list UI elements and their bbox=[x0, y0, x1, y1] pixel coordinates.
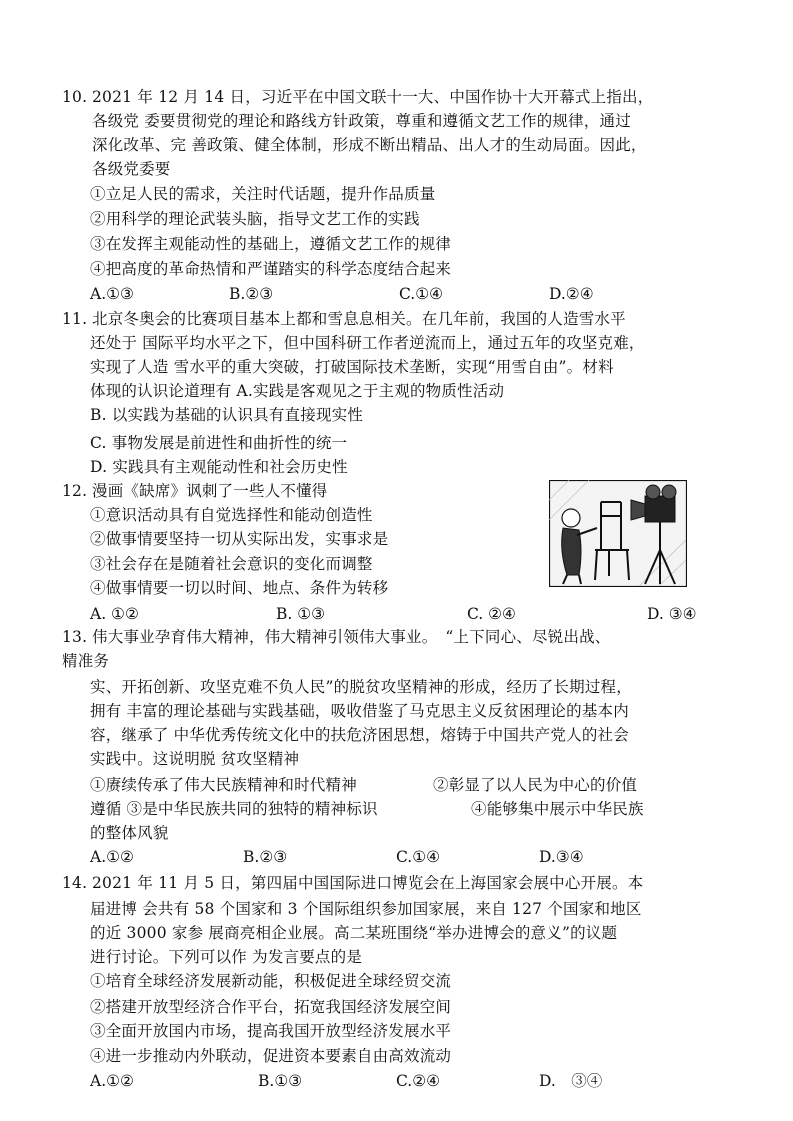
question-number: 13. bbox=[62, 628, 88, 646]
statement: ②搭建开放型经济合作平台，拓宽我国经济发展空间 bbox=[90, 998, 452, 1016]
option-c: C.①④ bbox=[399, 285, 444, 303]
option-a: A.①② bbox=[90, 1072, 134, 1090]
question-text: 实、开拓创新、攻坚克难不负人民”的脱贫攻坚精神的形成，经历了长期过程， bbox=[90, 678, 632, 696]
question-number: 12. bbox=[62, 482, 88, 500]
question-text: 实现了人造 雪水平的重大突破，打破国际技术垄断，实现“用雪自由”。材料 bbox=[90, 358, 614, 376]
statement: ②彰显了以人民为中心的价值 bbox=[433, 776, 638, 794]
question-text: 各级党 委要贯彻党的理论和路线方针政策，尊重和遵循文艺工作的规律，通过 bbox=[92, 112, 631, 130]
question-text: 拥有 丰富的理论基础与实践基础，吸收借鉴了马克思主义反贫困理论的基本内 bbox=[90, 702, 629, 720]
question-text: 北京冬奥会的比赛项目基本上都和雪息息相关。在几年前，我国的人造雪水平 bbox=[92, 310, 626, 328]
choice-d: D. 实践具有主观能动性和社会历史性 bbox=[90, 458, 348, 476]
option-a: A.①③ bbox=[90, 285, 134, 303]
statement: ①赓续传承了伟大民族精神和时代精神 bbox=[90, 776, 357, 794]
question-text: 进行讨论。下列可以作 为发言要点的是 bbox=[90, 948, 363, 966]
statement: ③社会存在是随着社会意识的变化而调整 bbox=[90, 555, 373, 573]
statement: 的整体风貌 bbox=[90, 824, 169, 842]
statement: ①意识活动具有自觉选择性和能动创造性 bbox=[90, 506, 373, 524]
option-a: A.①② bbox=[90, 848, 134, 866]
statement: ③全面开放国内市场，提高我国开放型经济发展水平 bbox=[90, 1022, 452, 1040]
statement: ④做事情要一切以时间、地点、条件为转移 bbox=[90, 579, 389, 597]
option-b: B. ①③ bbox=[276, 605, 326, 623]
option-b: B.②③ bbox=[229, 285, 274, 303]
option-d: D. ③④ bbox=[539, 1072, 603, 1090]
option-c: C.①④ bbox=[396, 848, 441, 866]
cartoon-absent-illustration bbox=[549, 480, 687, 587]
question-text: 漫画《缺席》讽刺了一些人不懂得 bbox=[92, 482, 328, 500]
question-number: 11. bbox=[62, 310, 88, 328]
option-d: D.②④ bbox=[549, 285, 594, 303]
statement: ④进一步推动内外联动，促进资本要素自由高效流动 bbox=[90, 1047, 452, 1065]
statement: ②做事情要坚持一切从实际出发，实事求是 bbox=[90, 530, 389, 548]
option-a: A. ①② bbox=[90, 605, 139, 623]
option-d: D.③④ bbox=[539, 848, 584, 866]
option-d: D. ③④ bbox=[647, 605, 697, 623]
question-text: 容，继承了 中华优秀传统文化中的扶危济困思想，熔铸于中国共产党人的社会 bbox=[90, 726, 629, 744]
question-number: 10. bbox=[62, 88, 88, 106]
statement: ③在发挥主观能动性的基础上，遵循文艺工作的规律 bbox=[90, 235, 452, 253]
choice-b: B. 以实践为基础的认识具有直接现实性 bbox=[90, 406, 364, 424]
statement: ④把高度的革命热情和严谨踏实的科学态度结合起来 bbox=[90, 260, 452, 278]
question-number: 14. bbox=[62, 874, 88, 892]
option-b: B.①③ bbox=[258, 1072, 303, 1090]
question-text: 届进博 会共有 58 个国家和 3 个国际组织参加国家展，来自 127 个国家和地区 bbox=[90, 900, 642, 918]
statement: ④能够集中展示中华民族 bbox=[471, 800, 644, 818]
question-text: 体现的认识论道理有 A.实践是客观见之于主观的物质性活动 bbox=[90, 382, 505, 400]
question-text: 2021 年 11 月 5 日，第四届中国国际进口博览会在上海国家会展中心开展。本 bbox=[92, 874, 644, 892]
question-text: 实践中。这说明脱 贫攻坚精神 bbox=[90, 750, 300, 768]
choice-c: C. 事物发展是前进性和曲折性的统一 bbox=[90, 434, 348, 452]
question-text: 各级党委要 bbox=[92, 160, 171, 178]
option-c: C.②④ bbox=[396, 1072, 441, 1090]
statement: ②用科学的理论武装头脑，指导文艺工作的实践 bbox=[90, 210, 420, 228]
question-text: 还处于 国际平均水平之下，但中国科研工作者逆流而上，通过五年的攻坚克难， bbox=[90, 334, 645, 352]
question-text: 深化改革、完 善政策、健全体制，形成不断出精品、出人才的生动局面。因此， bbox=[92, 136, 647, 154]
statement: ①立足人民的需求，关注时代话题，提升作品质量 bbox=[90, 185, 436, 203]
question-text: 的近 3000 家参 展商亮相企业展。高二某班围绕“举办进博会的意义”的议题 bbox=[90, 924, 618, 942]
option-c: C. ②④ bbox=[467, 605, 516, 623]
statement: ①培育全球经济发展新动能，积极促进全球经贸交流 bbox=[90, 972, 452, 990]
question-text: 2021 年 12 月 14 日，习近平在中国文联十一大、中国作协十大开幕式上指出， bbox=[92, 88, 654, 106]
question-text: 伟大事业孕育伟大精神，伟大精神引领伟大事业。 “上下同心、尽锐出战、 bbox=[92, 628, 611, 646]
question-text: 精准务 bbox=[62, 652, 110, 670]
statement: 遵循 ③是中华民族共同的独特的精神标识 bbox=[90, 800, 378, 818]
option-b: B.②③ bbox=[243, 848, 288, 866]
